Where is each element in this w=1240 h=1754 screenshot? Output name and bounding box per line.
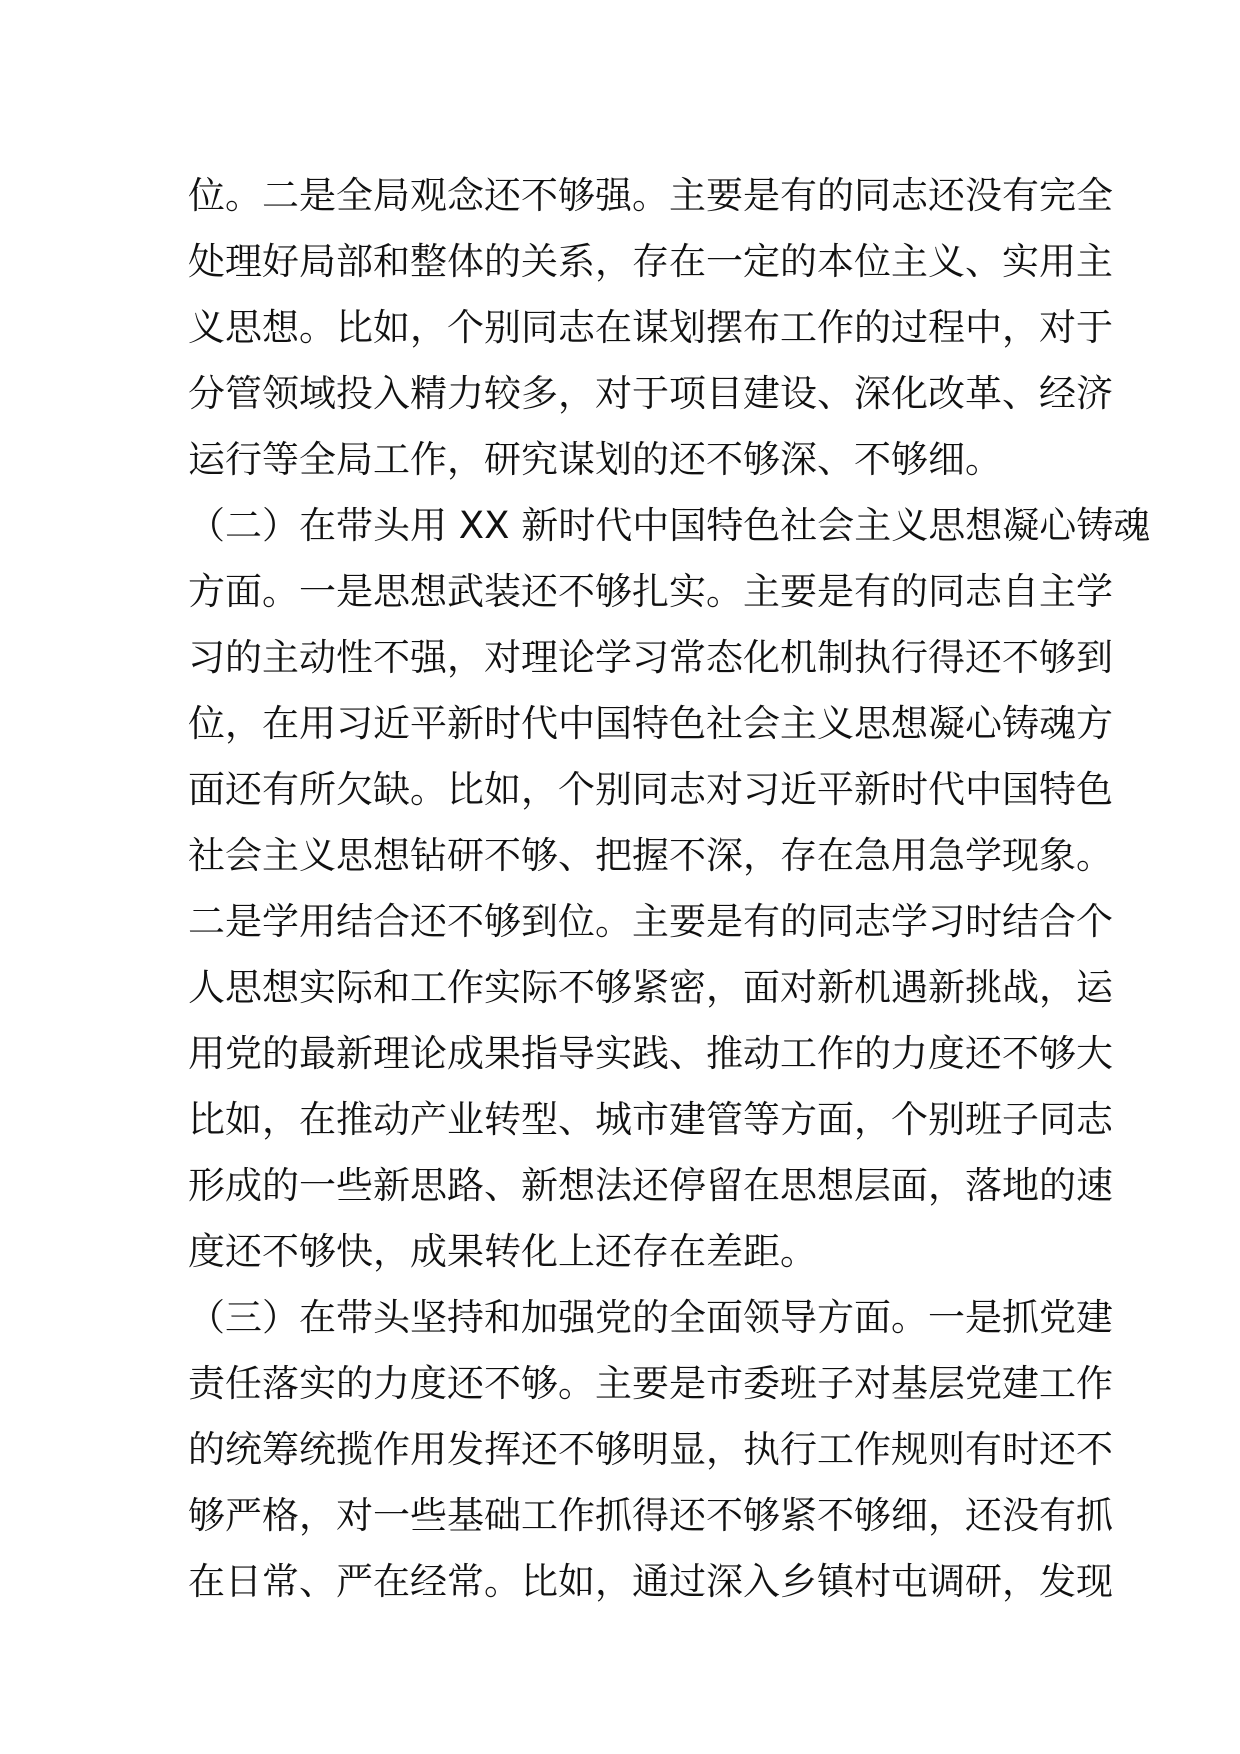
text-line: 运行等全局工作，研究谋划的还不够深、不够细。 bbox=[188, 438, 1002, 481]
section-heading-line: （三）在带头坚持和加强党的全面领导方面。一是抓党建 bbox=[188, 1296, 1113, 1339]
text-line: 面还有所欠缺。比如，个别同志对习近平新时代中国特色 bbox=[188, 768, 1113, 811]
text-line: 比如，在推动产业转型、城市建管等方面，个别班子同志 bbox=[188, 1098, 1113, 1141]
text-line: 位，在用习近平新时代中国特色社会主义思想凝心铸魂方 bbox=[188, 702, 1113, 745]
text-line: 二是学用结合还不够到位。主要是有的同志学习时结合个 bbox=[188, 900, 1113, 943]
text-line: 位。二是全局观念还不够强。主要是有的同志还没有完全 bbox=[188, 174, 1113, 217]
document-body bbox=[188, 163, 1151, 1615]
text-line: 在日常、严在经常。比如，通过深入乡镇村屯调研，发现 bbox=[188, 1560, 1113, 1603]
section-heading-line: （二）在带头用 XX 新时代中国特色社会主义思想凝心铸魂 bbox=[188, 504, 1151, 547]
text-line: 用党的最新理论成果指导实践、推动工作的力度还不够大 bbox=[188, 1032, 1113, 1075]
text-line: 处理好局部和整体的关系，存在一定的本位主义、实用主 bbox=[188, 240, 1113, 283]
text-line: 度还不够快，成果转化上还存在差距。 bbox=[188, 1230, 817, 1273]
text-line: 义思想。比如，个别同志在谋划摆布工作的过程中，对于 bbox=[188, 306, 1113, 349]
text-line: 方面。一是思想武装还不够扎实。主要是有的同志自主学 bbox=[188, 570, 1113, 613]
text-line: 够严格，对一些基础工作抓得还不够紧不够细，还没有抓 bbox=[188, 1494, 1113, 1537]
text-line: 社会主义思想钻研不够、把握不深，存在急用急学现象。 bbox=[188, 834, 1113, 877]
text-line: 分管领域投入精力较多，对于项目建设、深化改革、经济 bbox=[188, 372, 1113, 415]
text-line: 的统筹统揽作用发挥还不够明显，执行工作规则有时还不 bbox=[188, 1428, 1113, 1471]
text-line: 人思想实际和工作实际不够紧密，面对新机遇新挑战，运 bbox=[188, 966, 1113, 1009]
text-line: 习的主动性不强，对理论学习常态化机制执行得还不够到 bbox=[188, 636, 1113, 679]
text-line: 形成的一些新思路、新想法还停留在思想层面，落地的速 bbox=[188, 1164, 1113, 1207]
text-line: 责任落实的力度还不够。主要是市委班子对基层党建工作 bbox=[188, 1362, 1113, 1405]
